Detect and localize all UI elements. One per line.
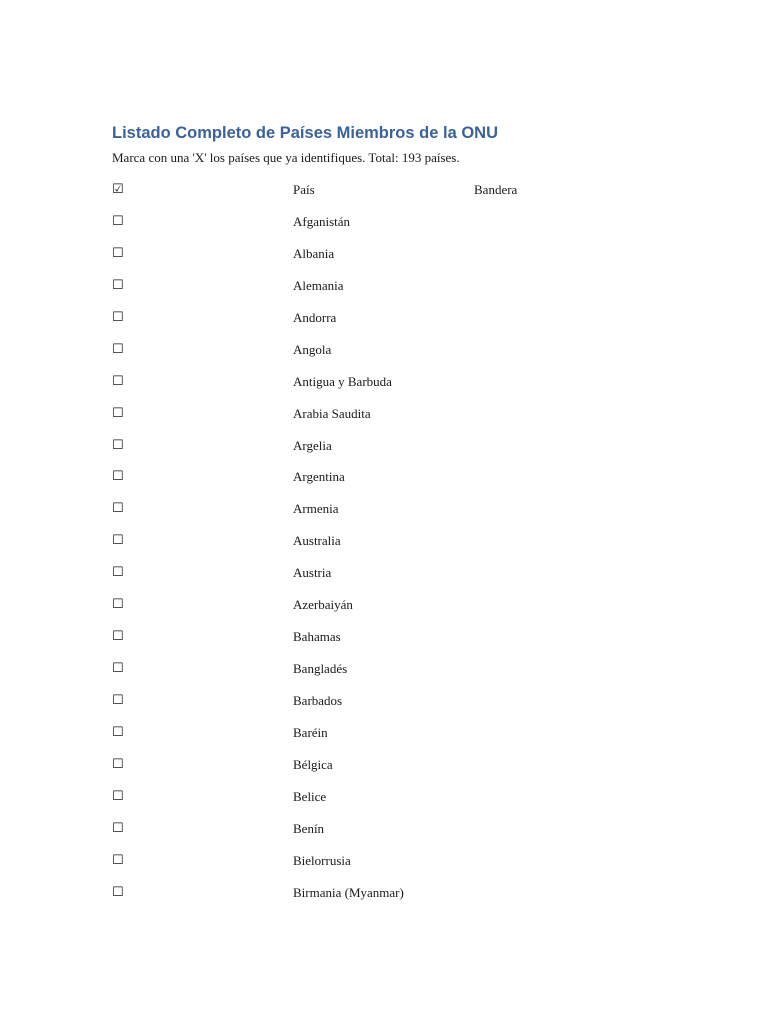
table-row bbox=[112, 781, 672, 813]
checkbox-icon[interactable]: ☐ bbox=[112, 788, 124, 804]
checkbox-icon[interactable]: ☐ bbox=[112, 405, 124, 421]
table-row bbox=[112, 685, 672, 717]
country-name: Baréin bbox=[293, 724, 328, 740]
country-name: Armenia bbox=[293, 501, 339, 517]
country-name: Australia bbox=[293, 533, 341, 549]
country-table bbox=[112, 174, 672, 909]
country-name: Afganistán bbox=[293, 213, 351, 229]
country-name: Arabia Saudita bbox=[293, 405, 371, 421]
country-name: Birmania (Myanmar) bbox=[293, 884, 404, 900]
checkbox-icon[interactable]: ☐ bbox=[112, 437, 124, 453]
table-row bbox=[112, 334, 672, 366]
checkbox-icon[interactable]: ☐ bbox=[112, 309, 124, 325]
checkbox-icon[interactable]: ☐ bbox=[112, 565, 124, 581]
checkbox-icon[interactable]: ☐ bbox=[112, 756, 124, 772]
table-row bbox=[112, 589, 672, 621]
checkbox-icon[interactable]: ☐ bbox=[112, 469, 124, 485]
table-row bbox=[112, 653, 672, 685]
table-row bbox=[112, 877, 672, 909]
checkbox-icon[interactable]: ☐ bbox=[112, 277, 124, 293]
table-body bbox=[112, 206, 672, 909]
header-country: País bbox=[293, 182, 315, 197]
table-row bbox=[112, 270, 672, 302]
country-name: Albania bbox=[293, 245, 335, 261]
table-row bbox=[112, 493, 672, 525]
checkbox-icon[interactable]: ☐ bbox=[112, 501, 124, 517]
table-row bbox=[112, 749, 672, 781]
table-row bbox=[112, 813, 672, 845]
country-name: Angola bbox=[293, 341, 332, 357]
country-name: Bélgica bbox=[293, 756, 333, 772]
checkbox-icon[interactable]: ☐ bbox=[112, 852, 124, 868]
table-row bbox=[112, 238, 672, 270]
checkbox-icon[interactable]: ☐ bbox=[112, 661, 124, 677]
checkbox-icon[interactable]: ☐ bbox=[112, 884, 124, 900]
table-row bbox=[112, 366, 672, 398]
country-name: Benín bbox=[293, 820, 325, 836]
checkbox-icon[interactable]: ☐ bbox=[112, 245, 124, 261]
checkbox-icon[interactable]: ☐ bbox=[112, 724, 124, 740]
country-name: Argentina bbox=[293, 469, 345, 485]
table-row bbox=[112, 206, 672, 238]
table-row bbox=[112, 525, 672, 557]
header-checkbox-icon[interactable]: ☑ bbox=[112, 182, 124, 197]
header-flag: Bandera bbox=[474, 182, 518, 197]
table-row bbox=[112, 430, 672, 462]
table-row bbox=[112, 398, 672, 430]
country-name: Belice bbox=[293, 788, 327, 804]
checkbox-icon[interactable]: ☐ bbox=[112, 341, 124, 357]
checkbox-icon[interactable]: ☐ bbox=[112, 213, 124, 229]
country-name: Andorra bbox=[293, 309, 337, 325]
table-header-row bbox=[112, 174, 672, 206]
table-row bbox=[112, 461, 672, 493]
country-name: Bielorrusia bbox=[293, 852, 351, 868]
table-row bbox=[112, 302, 672, 334]
checkbox-icon[interactable]: ☐ bbox=[112, 629, 124, 645]
document-title: Listado Completo de Países Miembros de la ONU bbox=[112, 124, 499, 142]
country-name: Azerbaiyán bbox=[293, 597, 353, 613]
checkbox-icon[interactable]: ☐ bbox=[112, 533, 124, 549]
checkbox-icon[interactable]: ☐ bbox=[112, 597, 124, 613]
country-name: Bangladés bbox=[293, 661, 348, 677]
table-row bbox=[112, 557, 672, 589]
table-row bbox=[112, 845, 672, 877]
checkbox-icon[interactable]: ☐ bbox=[112, 820, 124, 836]
checkbox-icon[interactable]: ☐ bbox=[112, 693, 124, 708]
country-name: Bahamas bbox=[293, 629, 341, 645]
country-name: Argelia bbox=[293, 437, 332, 453]
table-row bbox=[112, 621, 672, 653]
table-row bbox=[112, 717, 672, 749]
country-name: Antigua y Barbuda bbox=[293, 373, 392, 389]
country-name: Barbados bbox=[293, 693, 343, 708]
country-name: Alemania bbox=[293, 277, 344, 293]
checkbox-icon[interactable]: ☐ bbox=[112, 373, 124, 389]
country-name: Austria bbox=[293, 565, 332, 581]
document-subtitle: Marca con una 'X' los países que ya identifiques. Total: 193 países. bbox=[112, 150, 460, 165]
